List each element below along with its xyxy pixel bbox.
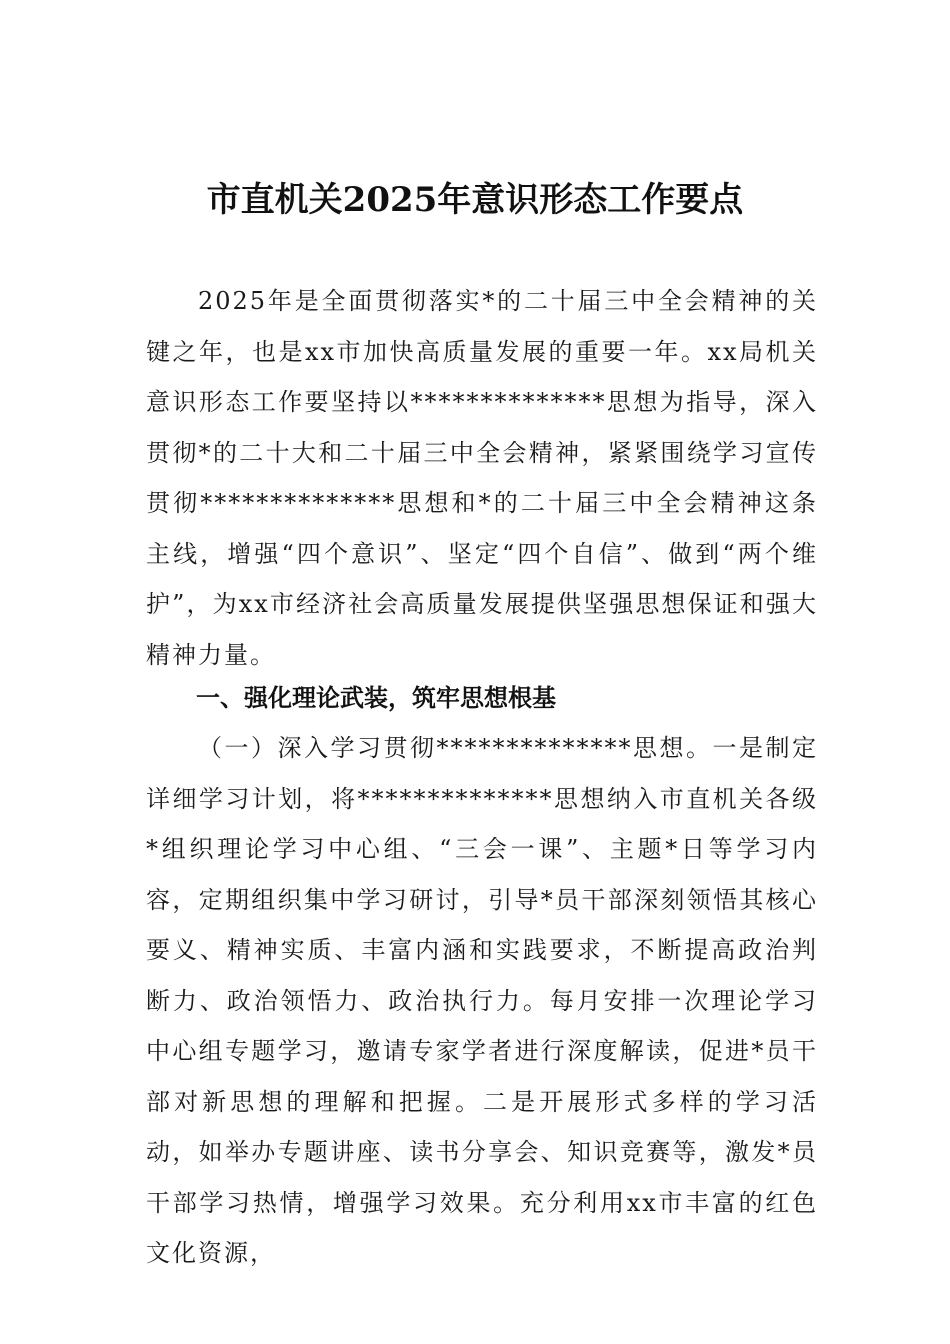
section-paragraph: （一）深入学习贯彻**************思想。一是制定详细学习计划，将**************思想纳入市直机关各级*组织理论学习中心组、“三会一课”、主题*日等学习内容，定期组织集中学习研讨，引导*员干部深刻领悟其核心要义、精神实质、丰富内涵和实践要求，不断提高政治判断力、政治领悟力、政治执行力。每月安排一次理论学习中心组专题学习，邀请专家学者进行深度解读，促进*员干部对新思想的理解和把握。二是开展形式多样的学习活动，如举办专题讲座、读书分享会、知识竞赛等，激发*员干部学习热情，增强学习效果。充分利用xx市丰富的红色文化资源， xyxy=(146,734,818,1267)
intro-paragraph: 2025年是全面贯彻落实*的二十届三中全会精神的关键之年，也是xx市加快高质量发展的重要一年。xx局机关意识形态工作要坚持以**************思想为指导，深入贯彻*的二十大和二十届三中全会精神，紧紧围绕学习宣传贯彻**************思想和*的二十届三中全会精神这条主线，增强“四个意识”、坚定“四个自信”、做到“两个维护”，为xx市经济社会高质量发展提供坚强思想保证和强大精神力量。 xyxy=(146,287,818,669)
section-heading: 一、强化理论武装，筑牢思想根基 xyxy=(196,684,556,712)
document-title: 市直机关2025年意识形态工作要点 xyxy=(206,180,744,220)
